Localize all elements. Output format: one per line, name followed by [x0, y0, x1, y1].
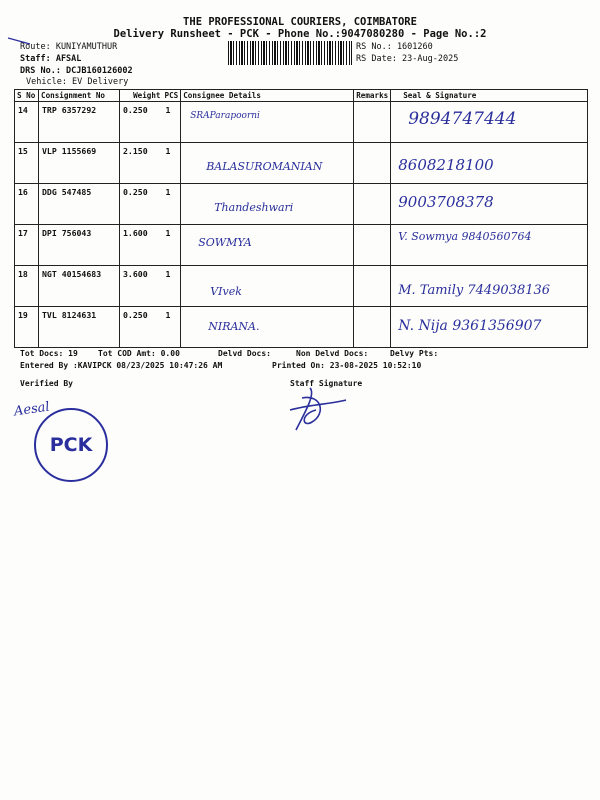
row-weight: 0.250: [120, 184, 163, 225]
printed-on: Printed On: 23-08-2025 10:52:10: [272, 361, 422, 370]
col-consignee: Consignee Details: [181, 90, 354, 102]
row-consignment: DPI 756043: [39, 225, 120, 266]
row-sno: 14: [15, 102, 39, 143]
row-signature: [391, 102, 588, 143]
col-consignment: Consignment No: [39, 90, 120, 102]
signature-handwriting: V. Sowmya 9840560764: [398, 230, 532, 243]
consignee-handwriting: NIRANA.: [208, 320, 260, 333]
drs-number: DRS No.: DCJB160126002: [20, 66, 133, 76]
pck-stamp: [34, 408, 108, 482]
consignee-handwriting: SOWMYA: [198, 236, 252, 249]
row-consignment: NGT 40154683: [39, 266, 120, 307]
route-label: Route: KUNIYAMUTHUR: [20, 42, 118, 52]
consignee-handwriting: BALASUROMANIAN: [206, 160, 323, 173]
table-row: [15, 143, 588, 184]
runsheet-subtitle: Delivery Runsheet - PCK - Phone No.:9047080280 - Page No.:2: [113, 28, 487, 40]
signature-handwriting: M. Tamily 7449038136: [398, 283, 551, 298]
row-remarks: [354, 225, 391, 266]
signature-handwriting: 9003708378: [398, 193, 494, 211]
row-remarks: [354, 102, 391, 143]
row-sno: 15: [15, 143, 39, 184]
row-sno: 19: [15, 307, 39, 348]
consignee-handwriting: Thandeshwari: [214, 201, 294, 214]
corner-pen-mark: [6, 34, 32, 48]
table-row: [15, 307, 588, 348]
entered-by: Entered By :KAVIPCK 08/23/2025 10:47:26 AM: [20, 361, 223, 370]
row-pcs: 1: [163, 225, 181, 266]
row-pcs: 1: [163, 184, 181, 225]
consignee-handwriting: SRAParapoorni: [190, 111, 260, 121]
table-header-row: [15, 90, 588, 102]
col-remarks: Remarks: [354, 90, 391, 102]
row-remarks: [354, 143, 391, 184]
row-signature: [391, 184, 588, 225]
row-weight: 2.150: [120, 143, 163, 184]
row-consignee: [181, 143, 354, 184]
row-consignment: DDG 547485: [39, 184, 120, 225]
row-remarks: [354, 266, 391, 307]
col-pcs: PCS: [163, 90, 181, 102]
row-signature: [391, 225, 588, 266]
table-row: [15, 184, 588, 225]
row-weight: 0.250: [120, 307, 163, 348]
signature-handwriting: 8608218100: [398, 156, 494, 174]
row-consignee: [181, 307, 354, 348]
staff-label: Staff: AFSAL: [20, 54, 82, 64]
col-seal-signature: Seal & Signature: [391, 90, 588, 102]
row-consignee: [181, 225, 354, 266]
stamp-scribble: Aesal: [13, 399, 51, 420]
signature-handwriting: 9894747444: [408, 109, 517, 129]
row-signature: [391, 143, 588, 184]
vehicle-label: Vehicle: EV Delivery: [26, 77, 129, 87]
row-remarks: [354, 307, 391, 348]
consignee-handwriting: VIvek: [210, 285, 242, 298]
col-weight: Weight: [120, 90, 163, 102]
total-cod-amount: Tot COD Amt: 0.00: [98, 349, 180, 358]
row-signature: [391, 307, 588, 348]
verified-by-label: Verified By: [20, 379, 73, 388]
row-signature: [391, 266, 588, 307]
row-consignment: TRP 6357292: [39, 102, 120, 143]
table-row: [15, 266, 588, 307]
row-consignment: TVL 8124631: [39, 307, 120, 348]
company-title: THE PROFESSIONAL COURIERS, COIMBATORE: [183, 16, 417, 28]
col-sno: S No: [15, 90, 39, 102]
row-pcs: 1: [163, 266, 181, 307]
row-consignment: VLP 1155669: [39, 143, 120, 184]
signature-handwriting: N. Nija 9361356907: [398, 318, 542, 334]
runsheet-table: [14, 89, 588, 348]
staff-signature-scribble: [282, 384, 352, 436]
row-sno: 17: [15, 225, 39, 266]
row-sno: 18: [15, 266, 39, 307]
total-docs: Tot Docs: 19: [20, 349, 78, 358]
stamp-text: PCK: [49, 434, 93, 456]
barcode: [228, 41, 352, 65]
row-consignee: [181, 184, 354, 225]
row-pcs: 1: [163, 143, 181, 184]
table-row: [15, 102, 588, 143]
table-row: [15, 225, 588, 266]
row-weight: 0.250: [120, 102, 163, 143]
delivered-docs: Delvd Docs:: [218, 349, 271, 358]
row-weight: 1.600: [120, 225, 163, 266]
staff-signature-label: Staff Signature: [290, 379, 363, 388]
non-delivered-docs: Non Delvd Docs:: [296, 349, 369, 358]
row-remarks: [354, 184, 391, 225]
row-consignee: [181, 102, 354, 143]
rs-number: RS No.: 1601260: [356, 42, 433, 52]
delivery-points: Delvy Pts:: [390, 349, 439, 358]
row-weight: 3.600: [120, 266, 163, 307]
row-consignee: [181, 266, 354, 307]
rs-date: RS Date: 23-Aug-2025: [356, 54, 459, 64]
row-pcs: 1: [163, 307, 181, 348]
row-pcs: 1: [163, 102, 181, 143]
row-sno: 16: [15, 184, 39, 225]
